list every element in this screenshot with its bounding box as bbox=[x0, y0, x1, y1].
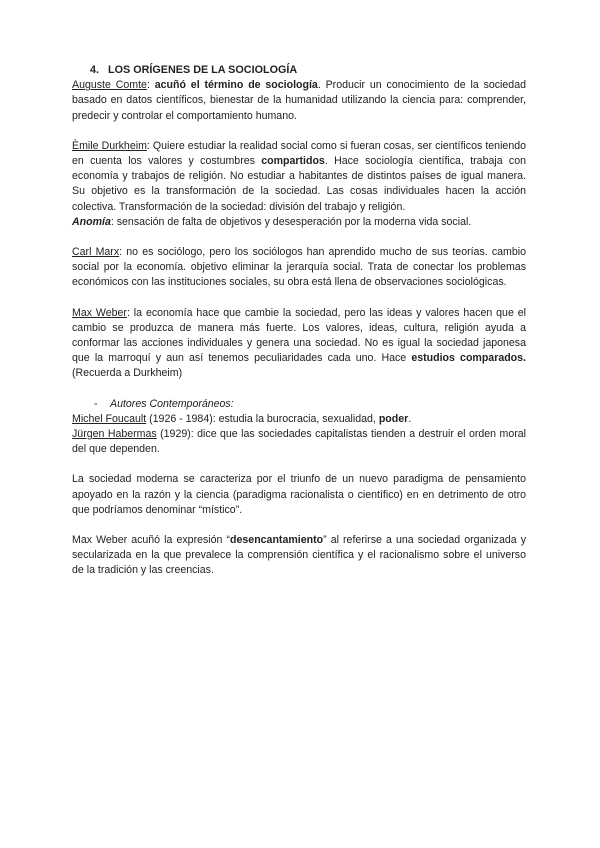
foucault-end: . bbox=[408, 412, 412, 425]
paragraph-anomia bbox=[72, 215, 526, 230]
anomia-term: Anomía bbox=[72, 215, 111, 228]
contemporary-authors-heading bbox=[72, 397, 526, 412]
spacer bbox=[72, 291, 526, 306]
durkheim-bold-text: compartidos bbox=[261, 155, 325, 168]
weber-disenchantment-text-1: Max Weber acuñó la expresión “ bbox=[72, 534, 231, 547]
disenchantment-term: desencantamiento bbox=[230, 534, 324, 547]
paragraph-weber bbox=[72, 306, 526, 382]
section-heading bbox=[72, 63, 526, 78]
durkheim-text-1: : Quiere estudiar la realidad social como si fueran cosas, ser científicos teniendo en cuenta los valores y costumbres bbox=[72, 139, 526, 168]
comte-bold-text: acuñó el término de sociología bbox=[154, 79, 318, 92]
section-title: LOS ORÍGENES DE LA SOCIOLOGÍA bbox=[108, 64, 298, 76]
weber-disenchantment-text-2: ” al referirse a una sociedad organizada y secularizada en la que prevalece la comprensión científica y el racionalismo sobre el universo de la tradición y las creencias. bbox=[72, 534, 527, 577]
spacer bbox=[72, 457, 526, 472]
spacer bbox=[72, 382, 526, 397]
paragraph-foucault bbox=[72, 412, 526, 427]
comte-text: . Producir un conocimiento de la sociedad basado en datos científicos, bienestar de la humanidad utilizando la ciencia para: comprender, predecir y controlar el comportamiento humano. bbox=[72, 79, 526, 122]
spacer bbox=[72, 230, 526, 245]
foucault-bold-text: poder bbox=[378, 412, 409, 425]
weber-text-1: : la economía hace que cambie la sociedad, pero las ideas y valores hacen que el cambio se produzca de manera más fuerte. Los valores, ideas, cultura, religión ayuda a conformar las acciones individuales y genera una sociedad. No es igual la sociedad japonesa que la marroquí y aun así tenemos peculiaridades cada uno. Hace bbox=[72, 306, 526, 365]
paragraph-comte bbox=[72, 78, 526, 124]
section-number: 4. bbox=[90, 64, 100, 76]
author-name-habermas: Jürgen Habermas bbox=[72, 428, 157, 441]
document-body bbox=[72, 63, 526, 579]
author-name-marx: Carl Marx bbox=[72, 246, 120, 259]
author-name-foucault: Michel Foucault bbox=[72, 412, 147, 425]
habermas-text: (1929): dice que las sociedades capitalistas tienden a destruir el orden moral del que dependen. bbox=[72, 428, 526, 456]
paragraph-durkheim bbox=[72, 139, 526, 215]
spacer bbox=[72, 518, 526, 533]
anomia-text: : sensación de falta de objetivos y desesperación por la moderna vida social. bbox=[110, 215, 472, 228]
contemporary-authors-title: Autores Contemporáneos: bbox=[110, 397, 234, 410]
paragraph-weber-disenchantment bbox=[72, 533, 526, 579]
durkheim-text-2: . Hace sociología científica, trabaja con economía y trabajos de religión. No estudiar a habitantes de distintos países de igual manera. Su objetivo es la transformación de la sociedad. Las cosas individuales hacen la acción colectiva. Transformación de la sociedad: división del trabajo y religión. bbox=[72, 155, 526, 213]
author-name-comte: Auguste Comte bbox=[72, 79, 147, 92]
marx-text: : no es sociólogo, pero los sociólogos han aprendido mucho de sus teorías. cambio social por la economía. objetivo eliminar la jerarquía social. Trata de conectar los problemas económicos con las instituciones sociales, su obra está llena de observaciones sociológicas. bbox=[72, 246, 526, 289]
colon: : bbox=[146, 79, 150, 92]
paragraph-marx bbox=[72, 245, 526, 291]
author-name-weber: Max Weber bbox=[72, 306, 127, 319]
weber-text-2: (Recuerda a Durkheim) bbox=[72, 367, 183, 380]
list-dash: - bbox=[94, 397, 98, 410]
spacer bbox=[72, 124, 526, 139]
paragraph-habermas bbox=[72, 427, 526, 457]
author-name-durkheim: Èmile Durkheim bbox=[72, 139, 147, 152]
foucault-text: (1926 - 1984): estudia la burocracia, sexualidad, bbox=[146, 412, 379, 425]
weber-bold-text: estudios comparados. bbox=[411, 352, 526, 365]
paragraph-modern-society: La sociedad moderna se caracteriza por el triunfo de un nuevo paradigma de pensamiento apoyado en la razón y la ciencia (paradigma racionalista o científico) en en detrimento de otro que podríamos denominar “místico”. bbox=[72, 473, 526, 516]
